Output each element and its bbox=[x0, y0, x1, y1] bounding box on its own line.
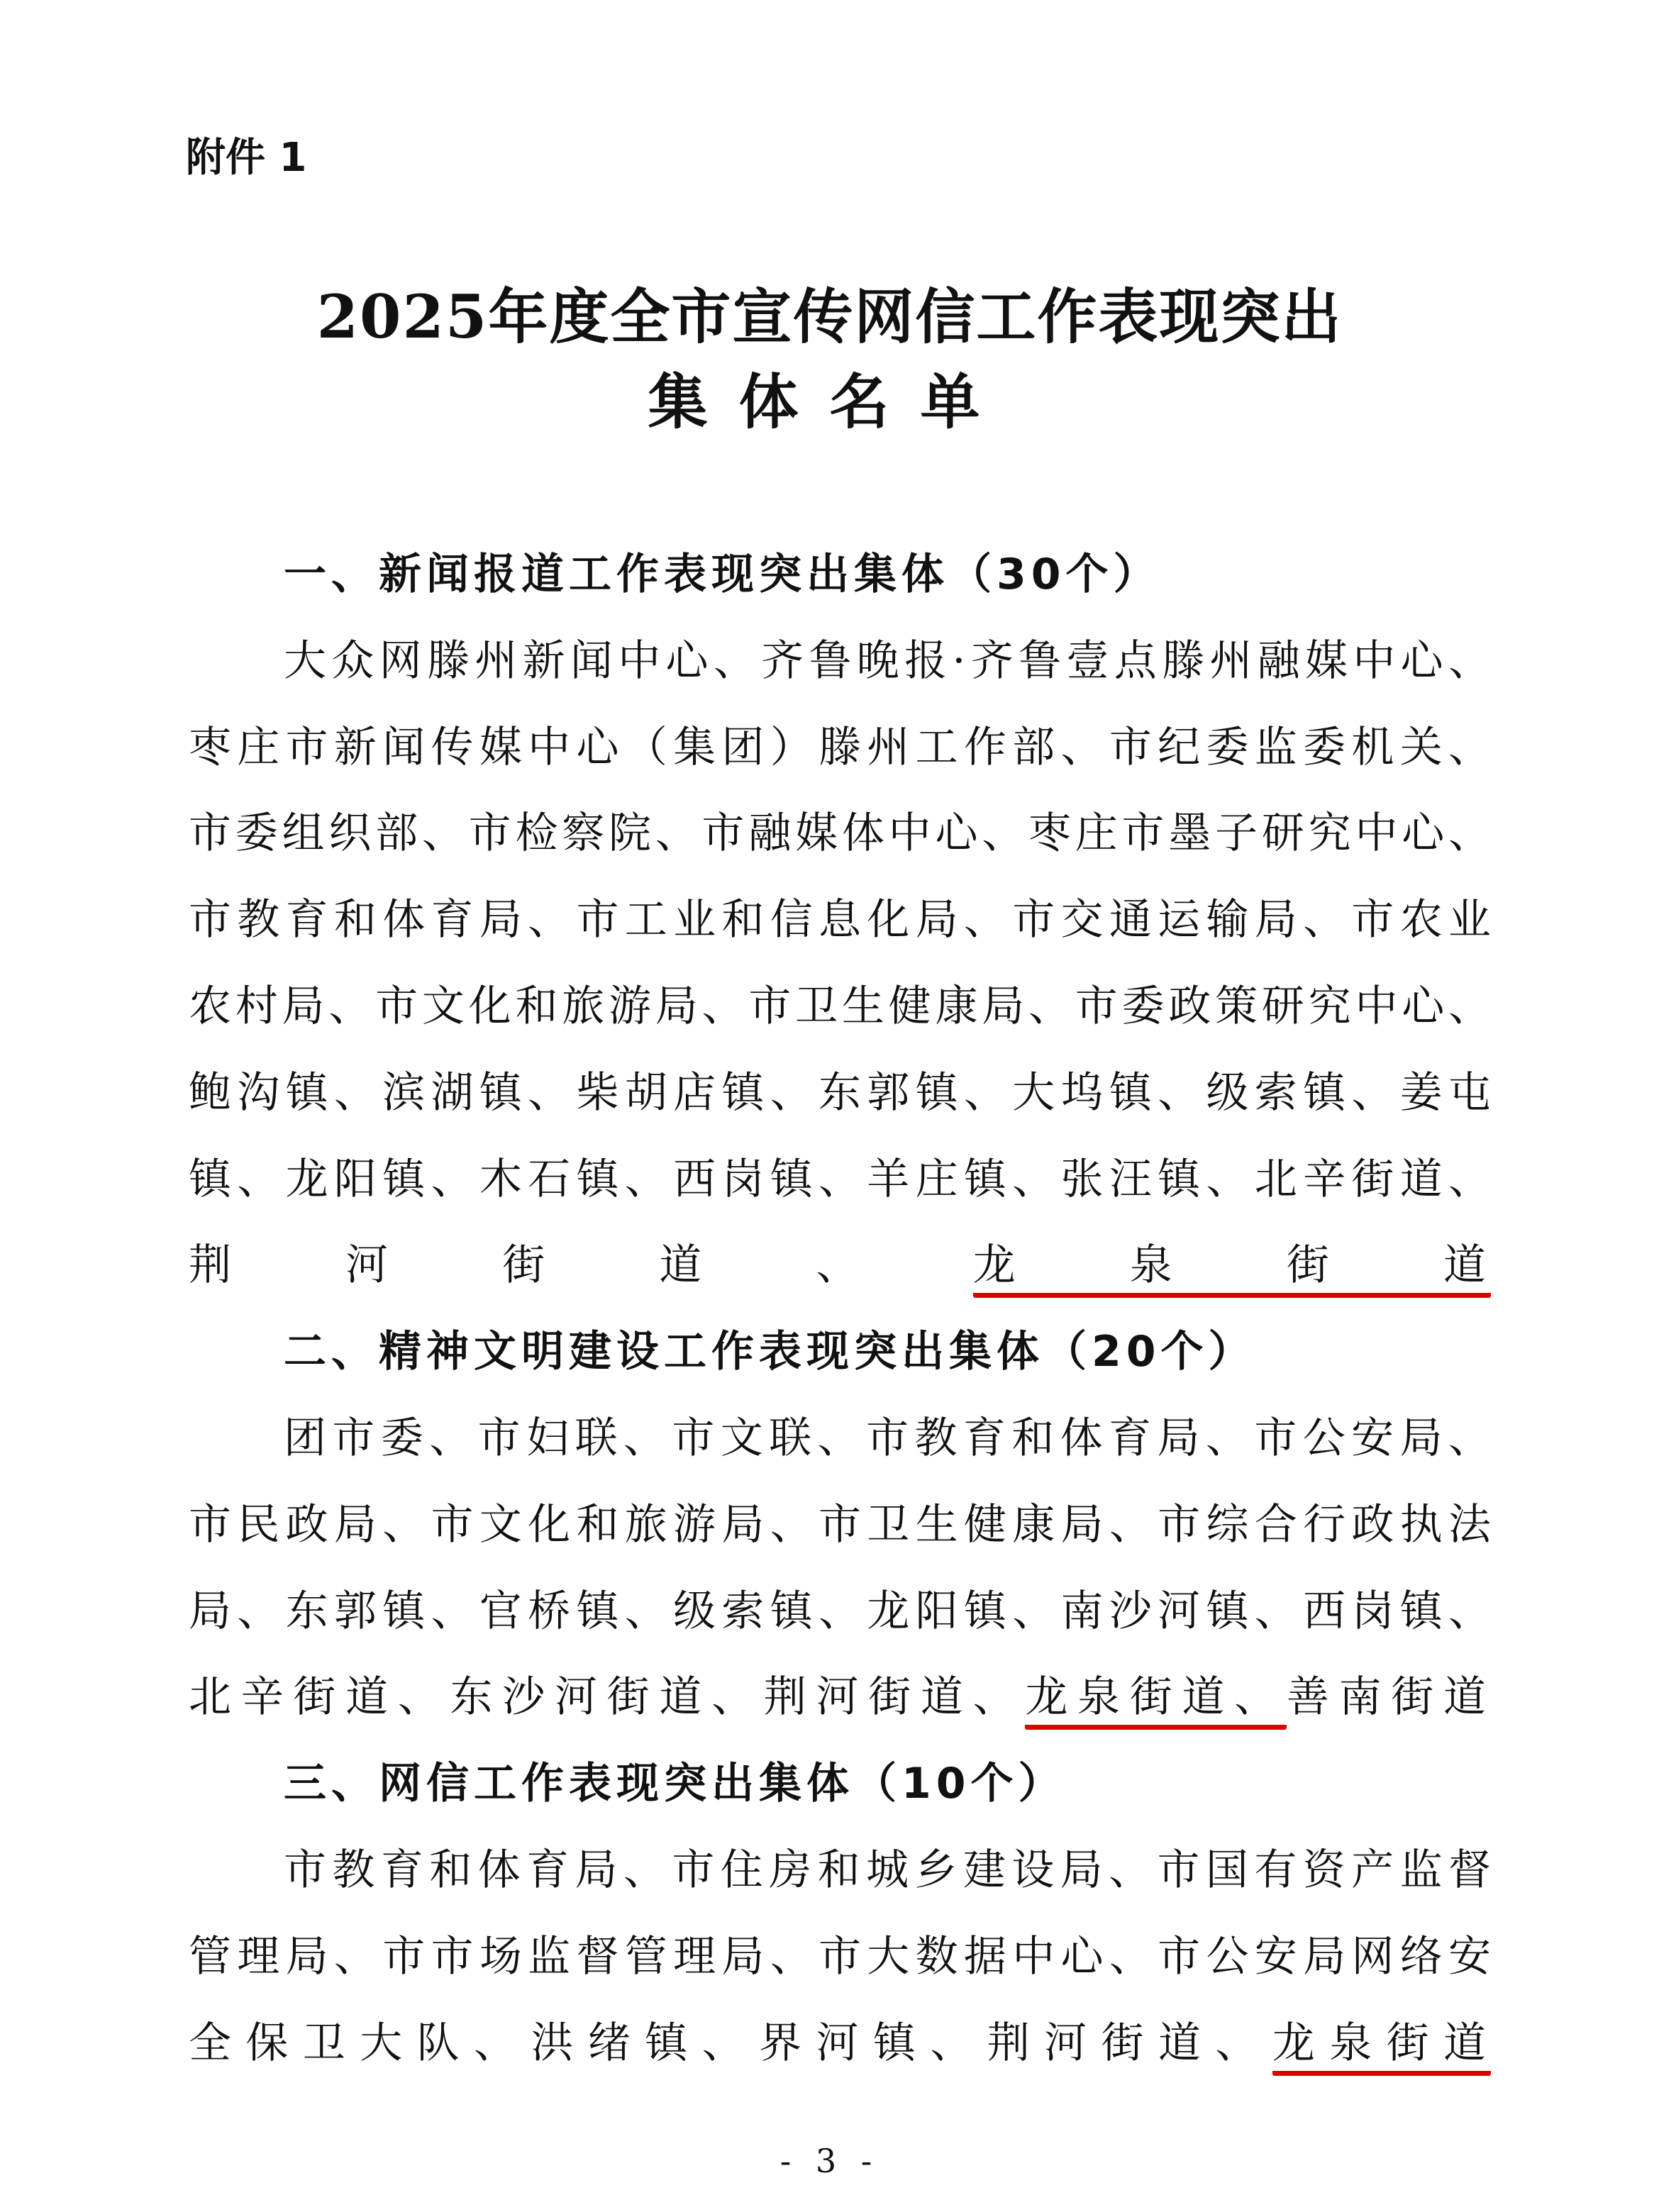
text-segment: 镇、龙阳镇、木石镇、西岗镇、羊庄镇、张汪镇、北辛街道、 bbox=[189, 1154, 1491, 1204]
body-line bbox=[189, 1065, 1491, 1121]
text-segment: 一、新闻报道工作表现突出集体（30个） bbox=[284, 550, 1161, 599]
text-segment: 鲍沟镇、滨湖镇、柴胡店镇、东郭镇、大坞镇、级索镇、姜屯 bbox=[189, 1067, 1491, 1118]
section-heading bbox=[284, 1755, 1491, 1812]
text-segment: 二、精神文明建设工作表现突出集体（20个） bbox=[284, 1327, 1256, 1377]
underlined-name: 龙泉街道、 bbox=[1025, 1672, 1287, 1730]
text-segment: 农村局、市文化和旅游局、市卫生健康局、市委政策研究中心、 bbox=[189, 982, 1491, 1031]
text-segment: 管理局、市市场监督管理局、市大数据中心、市公安局网络安 bbox=[189, 1931, 1491, 1982]
body-line bbox=[189, 1583, 1491, 1640]
document-title: 2025年度全市宣传网信工作表现突出 bbox=[316, 282, 1343, 352]
text-segment: 局、东郭镇、官桥镇、级索镇、龙阳镇、南沙河镇、西岗镇、 bbox=[189, 1586, 1491, 1636]
body-line bbox=[189, 1496, 1491, 1553]
page-number: - 3 - bbox=[779, 2142, 880, 2180]
text-segment: 三、网信工作表现突出集体（10个） bbox=[284, 1759, 1066, 1809]
underlined-name: 龙泉街道 bbox=[973, 1240, 1491, 1298]
text-segment: 善南街道 bbox=[1286, 1672, 1492, 1723]
text-segment: 市教育和体育局、市住房和城乡建设局、市国有资产监督 bbox=[284, 1845, 1491, 1895]
body-line bbox=[189, 1928, 1491, 1985]
body-line bbox=[189, 978, 1491, 1035]
text-segment: 市民政局、市文化和旅游局、市卫生健康局、市综合行政执法 bbox=[189, 1499, 1491, 1550]
attachment-label: 附件 1 bbox=[186, 135, 307, 181]
section-heading bbox=[284, 546, 1491, 603]
section-heading bbox=[284, 1323, 1491, 1380]
body-line bbox=[284, 1410, 1491, 1467]
body-line bbox=[189, 1151, 1491, 1208]
text-segment: 枣庄市新闻传媒中心（集团）滕州工作部、市纪委监委机关、 bbox=[189, 722, 1491, 772]
body-line bbox=[284, 1842, 1491, 1899]
body-line bbox=[189, 2015, 1491, 2072]
document-subtitle: 集体名单 bbox=[648, 367, 1011, 437]
text-segment: 大众网滕州新闻中心、齐鲁晚报·齐鲁壹点滕州融媒中心、 bbox=[284, 635, 1491, 686]
body-line bbox=[189, 891, 1491, 948]
text-segment: 北辛街道、东沙河街道、荆河街道、 bbox=[189, 1672, 1026, 1723]
text-segment: 团市委、市妇联、市文联、市教育和体育局、市公安局、 bbox=[284, 1413, 1491, 1463]
underlined-name: 龙泉街道 bbox=[1272, 2018, 1491, 2076]
text-segment: 市教育和体育局、市工业和信息化局、市交通运输局、市农业 bbox=[189, 895, 1491, 945]
text-segment: 全保卫大队、洪绪镇、界河镇、荆河街道、 bbox=[189, 2018, 1272, 2068]
text-segment: 市委组织部、市检察院、市融媒体中心、枣庄市墨子研究中心、 bbox=[189, 808, 1491, 859]
text-segment: 荆河街道、 bbox=[189, 1240, 973, 1291]
body-line bbox=[189, 1237, 1491, 1294]
body-line bbox=[189, 1669, 1491, 1725]
body-line bbox=[189, 719, 1491, 776]
body-line bbox=[284, 633, 1491, 689]
body-line bbox=[189, 805, 1491, 862]
